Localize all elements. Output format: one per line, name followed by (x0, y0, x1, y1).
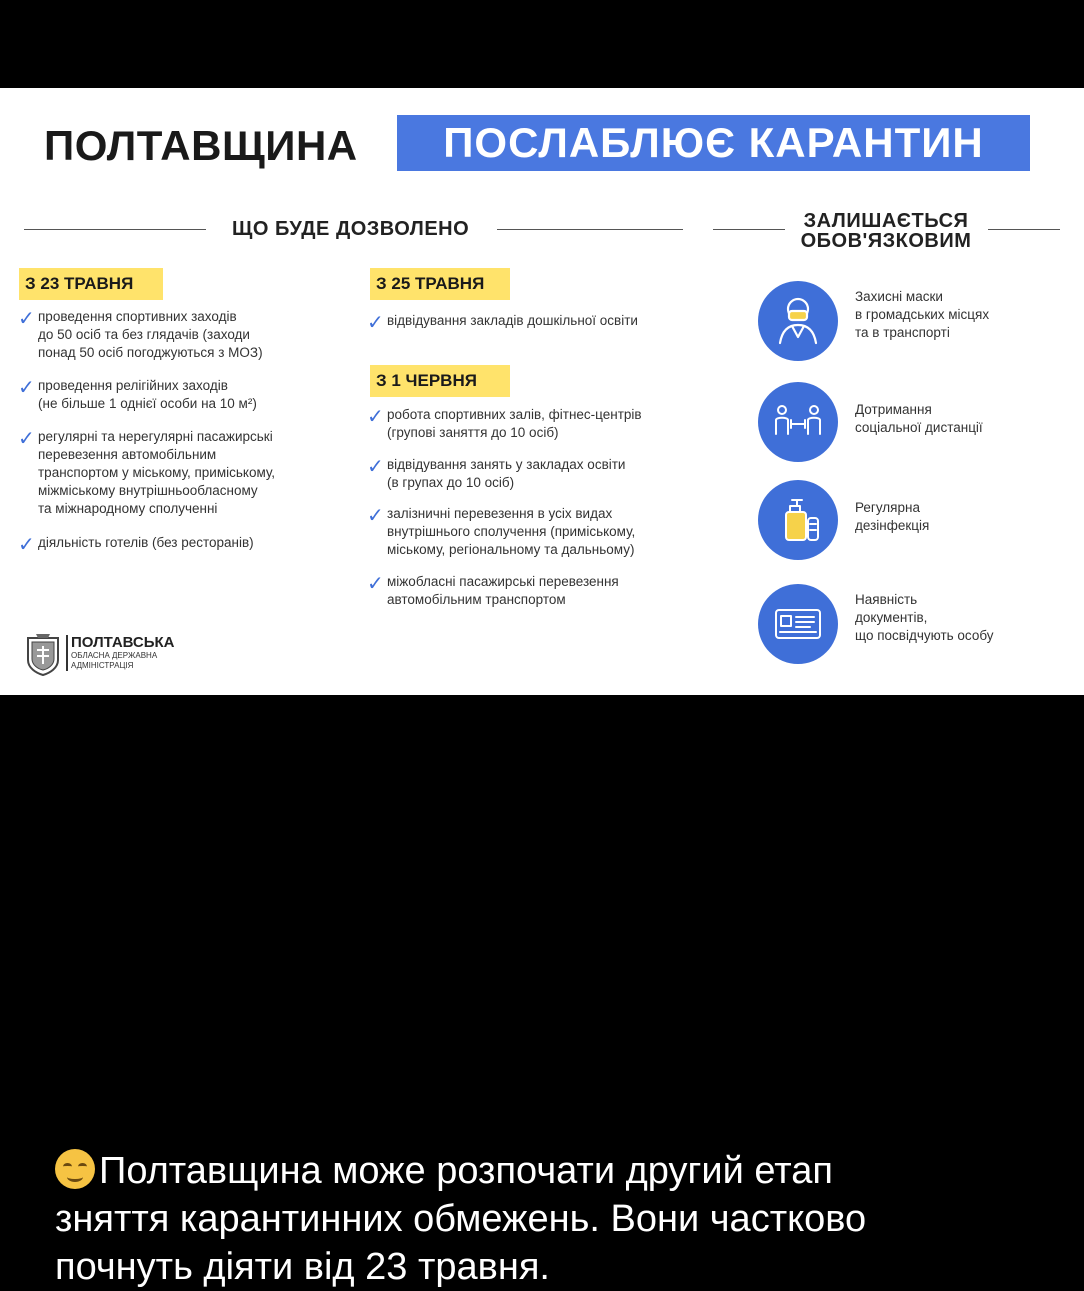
list-item: ✓ відвідування занять у закладах освіти (в групах до 10 осіб) (367, 456, 626, 490)
list-item: ✓ залізничні перевезення в усіх видах внутрішнього сполучення (приміському, міському, регіональному та дальньому) (367, 505, 636, 557)
list-item: ✓ діяльність готелів (без ресторанів) (18, 534, 254, 556)
caption-text: Полтавщина може розпочати другий етап зняття карантинних обмежень. Вони частково почнуть діяти від 23 травня. (55, 1150, 867, 1288)
check-icon: ✓ (367, 456, 384, 478)
date-badge-june-1: З 1 ЧЕРВНЯ (370, 365, 510, 397)
mandatory-text: Регулярна дезінфекція (855, 500, 930, 533)
allowed-section-title: ЩО БУДЕ ДОЗВОЛЕНО (232, 218, 470, 240)
list-item: ✓ регулярні та нерегулярні пасажирські перевезення автомобільним транспортом у міському, приміському, міжміському внутрішньообласному та міжнародному сполученні (18, 428, 276, 516)
list-item: ✓ проведення спортивних заходів до 50 осіб та без глядачів (заходи понад 50 осіб погоджуються з МОЗ) (18, 308, 263, 360)
title-highlight: ПОСЛАБЛЮЄ КАРАНТИН (397, 115, 1030, 171)
smiling-face-emoji-icon (55, 1149, 95, 1189)
check-icon: ✓ (367, 312, 384, 334)
divider (713, 229, 785, 230)
date-badge-may-23: З 23 ТРАВНЯ (19, 268, 163, 300)
mandatory-text: Наявність документів, що посвідчують особу (855, 592, 994, 643)
list-item: ✓ відвідування закладів дошкільної освіти (367, 312, 638, 334)
list-item: ✓ міжобласні пасажирські перевезення автомобільним транспортом (367, 573, 619, 607)
check-icon: ✓ (18, 377, 35, 399)
post-caption (55, 1147, 1055, 1291)
title-region: ПОЛТАВЩИНА (44, 122, 358, 169)
check-icon: ✓ (18, 308, 35, 330)
divider (24, 229, 206, 230)
quarantine-infographic[interactable] (0, 88, 1084, 695)
administration-logo (24, 630, 175, 676)
list-item: ✓ робота спортивних залів, фітнес-центрів (групові заняття до 10 осіб) (367, 406, 642, 440)
social-distance-icon (758, 382, 838, 462)
check-icon: ✓ (367, 573, 384, 595)
check-icon: ✓ (18, 534, 35, 556)
date-badge-may-25: З 25 ТРАВНЯ (370, 268, 510, 300)
divider (988, 229, 1060, 230)
list-item: ✓ проведення релігійних заходів (не більше 1 однієї особи на 10 м²) (18, 377, 257, 411)
logo-subtitle: АДМІНІСТРАЦІЯ (71, 661, 134, 670)
face-mask-icon (758, 281, 838, 361)
mandatory-text: Захисні маски в громадських місцях та в транспорті (855, 289, 990, 340)
mandatory-text: Дотримання соціальної дистанції (855, 402, 983, 435)
mandatory-section-title: ЗАЛИШАЄТЬСЯ ОБОВ'ЯЗКОВИМ (800, 210, 972, 252)
divider (497, 229, 683, 230)
sanitizer-icon (758, 480, 838, 560)
id-card-icon (758, 584, 838, 664)
coat-of-arms-icon (24, 630, 62, 676)
check-icon: ✓ (367, 406, 384, 428)
logo-title: ПОЛТАВСЬКА (71, 634, 175, 651)
check-icon: ✓ (367, 505, 384, 527)
check-icon: ✓ (18, 428, 35, 450)
logo-subtitle: ОБЛАСНА ДЕРЖАВНА (71, 651, 158, 660)
